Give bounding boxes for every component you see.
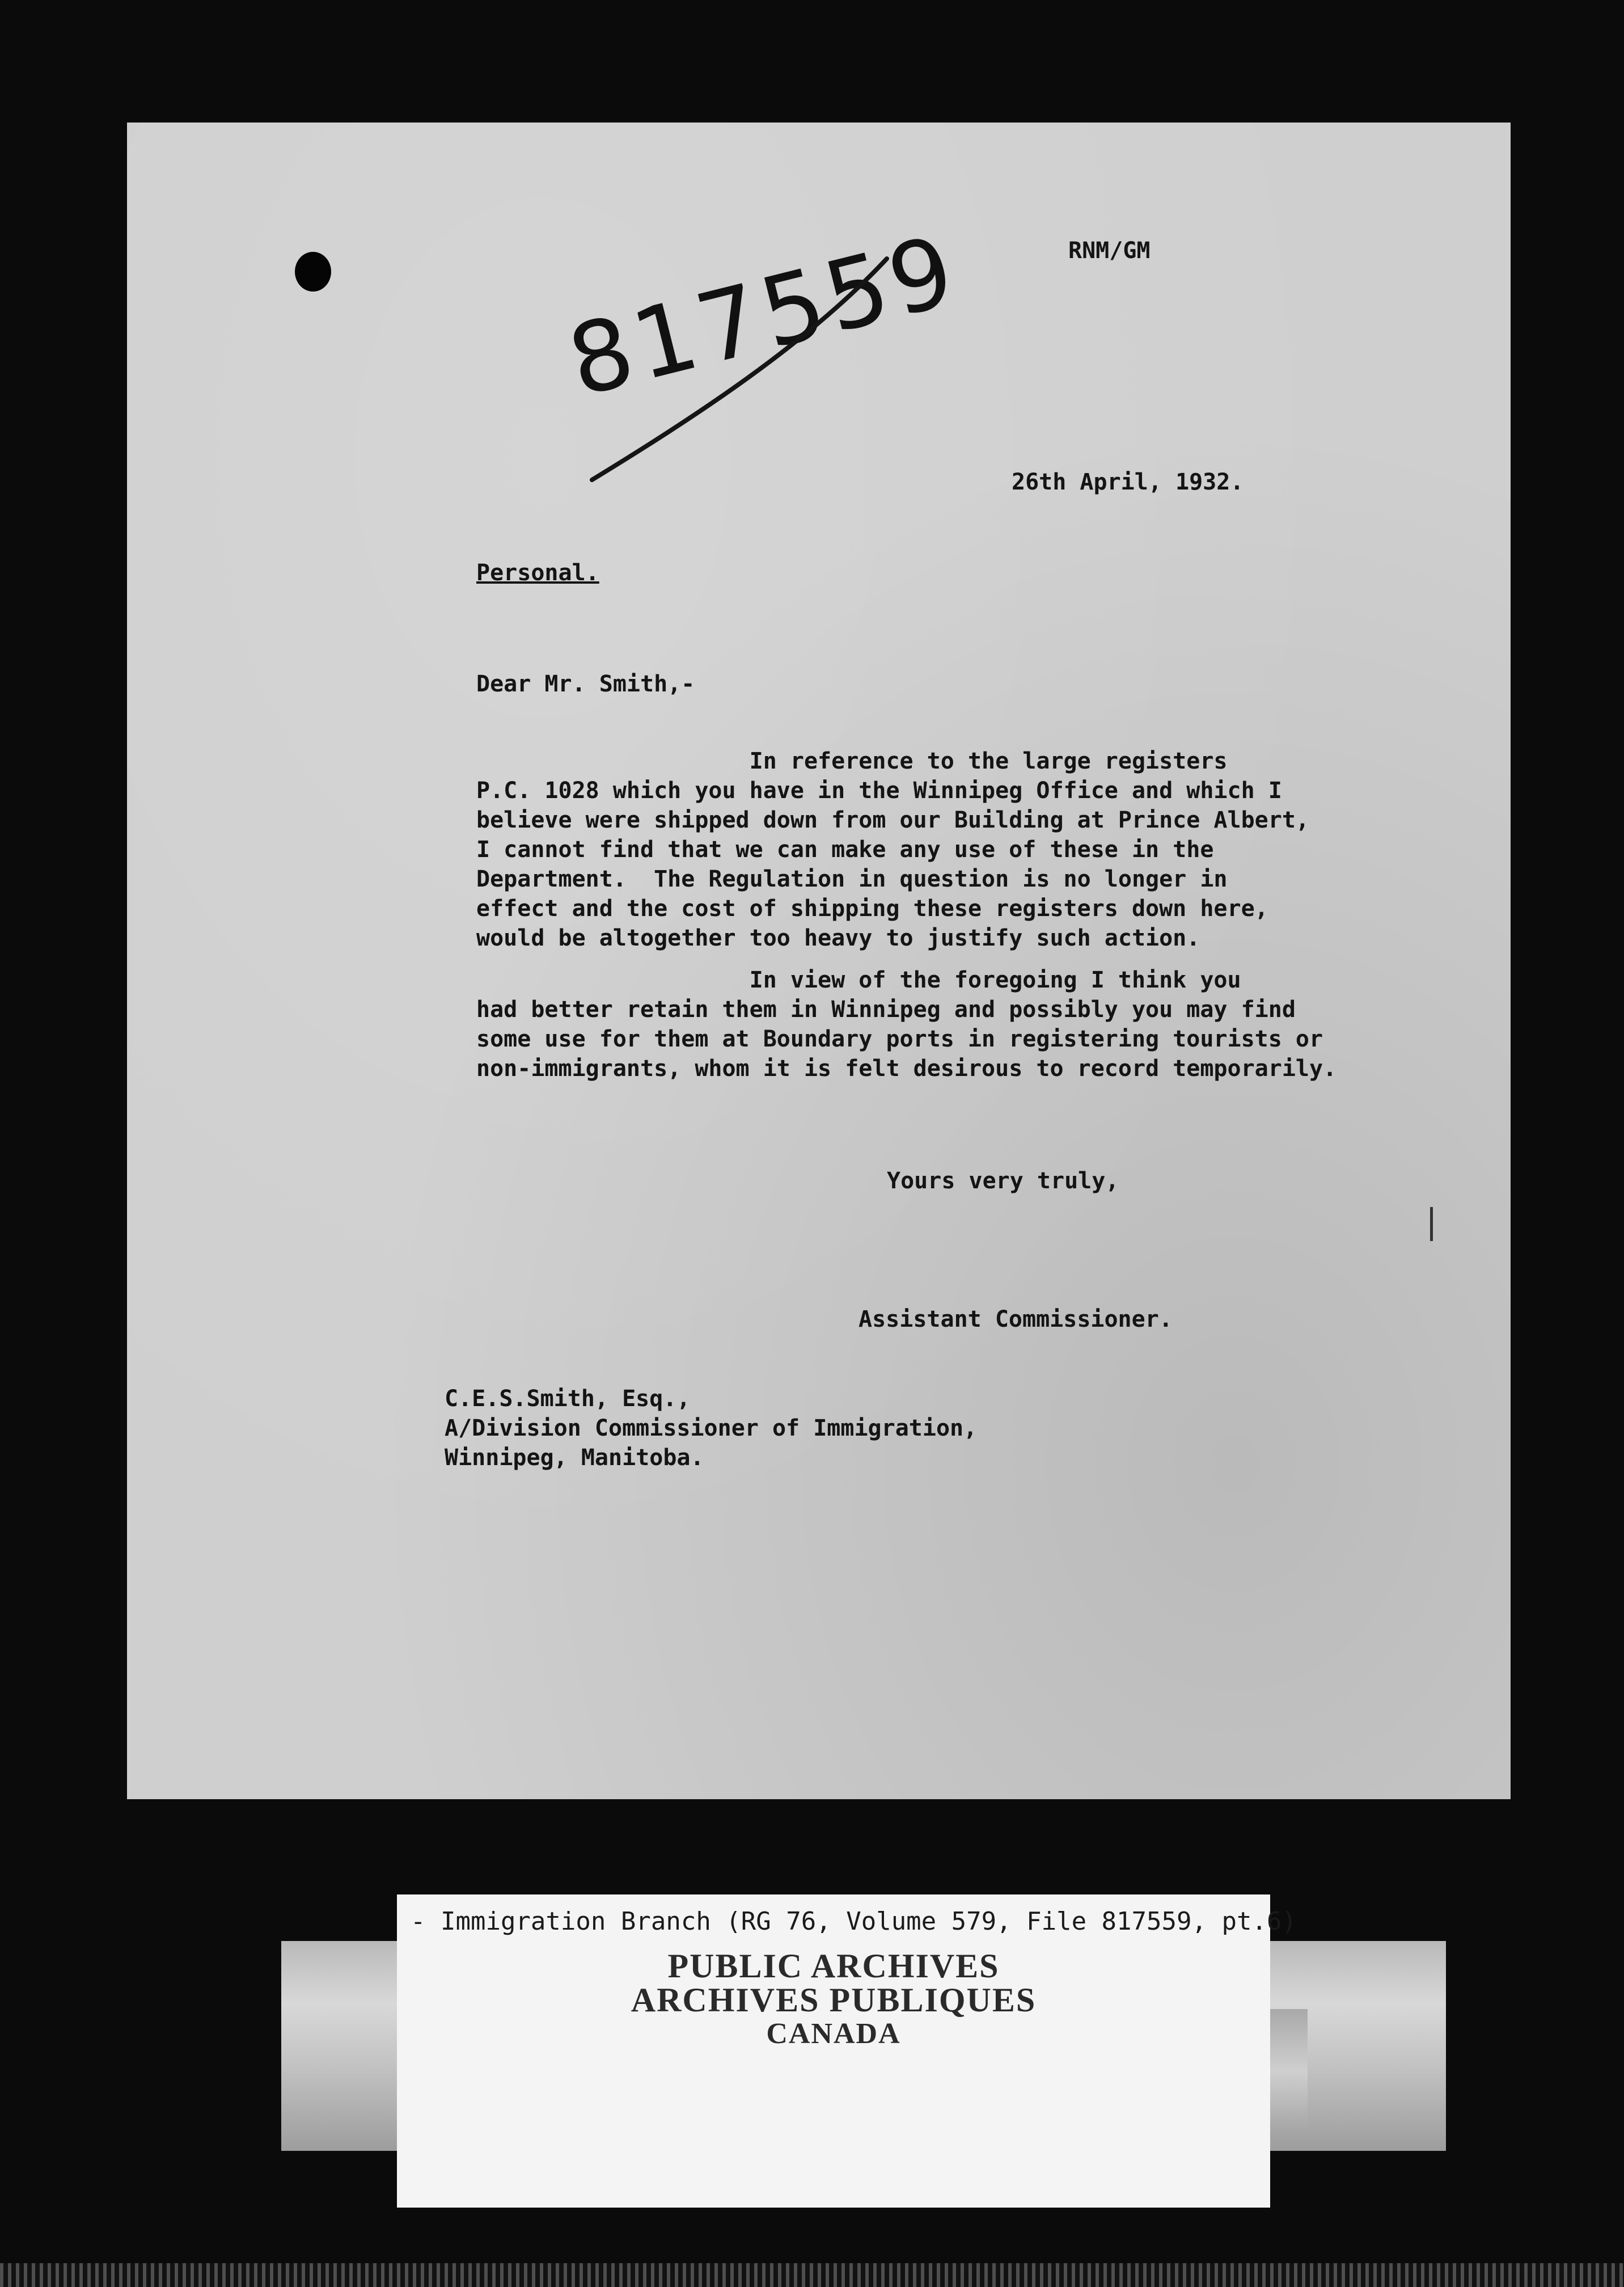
signature-title: Assistant Commissioner. xyxy=(858,1306,1173,1332)
recipient-address: C.E.S.Smith, Esq., A/Division Commissioner of Immigration, Winnipeg, Manitoba. xyxy=(445,1386,978,1471)
closing: Yours very truly, xyxy=(887,1168,1119,1194)
film-edge xyxy=(0,2263,1624,2287)
body-paragraph-2: In view of the foregoing I think you had better retain them in Winnipeg and possibly you may find some use for them at Boundary ports in registering tourists or non-immigrants, whom it is felt desirous to record temporarily. xyxy=(476,967,1337,1082)
archive-caption: - Immigration Branch (RG 76, Volume 579, File 817559, pt.6) xyxy=(411,1907,1297,1936)
stamp-line-1: PUBLIC ARCHIVES xyxy=(667,1947,1000,1985)
archive-label xyxy=(397,1894,1297,2208)
body-paragraph-1: In reference to the large registers P.C. 1028 which you have in the Winnipeg Office and which I believe were shipped down from our Building at Prince Albert, I cannot find that we can make any use of these in the Department. The Regulation in question is no longer in effect and the cost of shipping these registers down here, would be altogether too heavy to justify such action. xyxy=(476,748,1310,951)
stamp-line-2: ARCHIVES PUBLIQUES xyxy=(631,1981,1037,2019)
margin-mark xyxy=(1430,1207,1433,1241)
letter-date: 26th April, 1932. xyxy=(1012,469,1244,495)
letter-heading: Personal. xyxy=(476,560,599,586)
letter-page xyxy=(127,123,1511,1799)
stamp-line-3: CANADA xyxy=(766,2018,901,2050)
handwritten-file-number: 817559 xyxy=(558,214,969,419)
handwritten-slash-mark xyxy=(127,123,1511,1799)
salutation: Dear Mr. Smith,- xyxy=(476,671,695,697)
reference-initials: RNM/GM xyxy=(1068,238,1151,264)
